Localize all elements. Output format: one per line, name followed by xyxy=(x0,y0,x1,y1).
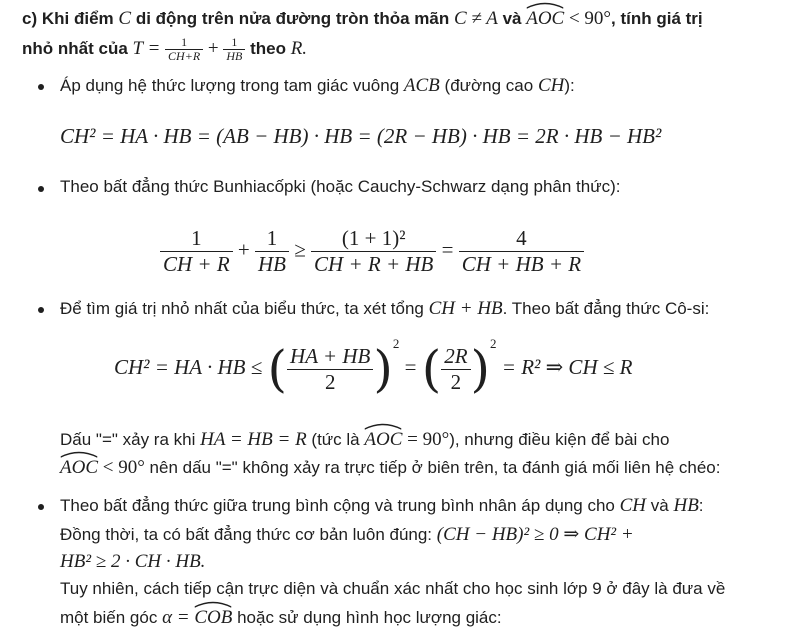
math-ch: CH xyxy=(537,75,565,96)
paren-open: ( xyxy=(267,340,288,398)
den: HB xyxy=(255,251,289,277)
fraction-1-over-ch-r xyxy=(165,36,203,63)
text: và xyxy=(650,496,669,515)
lhs: CH² = HA · HB ≤ xyxy=(114,354,263,379)
angle-text: AOC xyxy=(60,457,98,478)
math-R: R. xyxy=(290,37,308,59)
num: (1 + 1)² xyxy=(341,226,406,250)
angle-text: COB xyxy=(194,607,233,628)
bullet1-text xyxy=(60,75,575,97)
text: ), nhưng điều kiện để bài cho xyxy=(449,430,670,449)
text: Đồng thời, ta có bất đẳng thức cơ bản luôn đúng: xyxy=(60,525,433,544)
text: ): xyxy=(564,76,575,95)
bullet3-note-line1 xyxy=(60,429,669,451)
den: 2 xyxy=(441,369,470,395)
bullet-marker xyxy=(38,504,44,510)
math-90deg: = 90° xyxy=(407,429,450,450)
bullet4-line2 xyxy=(60,523,634,546)
op-plus: + xyxy=(237,237,250,262)
text: Để tìm giá trị nhỏ nhất của biểu thức, ta xét tổng xyxy=(60,299,424,318)
text: (tức là xyxy=(311,430,360,449)
header-text: Khi điểm xyxy=(41,9,114,28)
bullet4-line3: HB² ≥ 2 · CH · HB. xyxy=(60,551,206,572)
angle-aoc xyxy=(60,457,98,479)
den: CH + R xyxy=(160,251,233,277)
math-C: C xyxy=(118,8,132,29)
bullet-marker xyxy=(38,186,44,192)
num: 4 xyxy=(516,226,527,250)
frac-1-ch-r xyxy=(160,226,233,277)
num: 1 xyxy=(231,35,238,49)
text: . Theo bất đẳng thức Cô-si: xyxy=(502,299,710,318)
angle-cob xyxy=(194,607,232,629)
math-inequality: (CH − HB)² ≥ 0 ⇒ CH² + xyxy=(436,524,634,545)
text: Áp dụng hệ thức lượng trong tam giác vuông xyxy=(60,76,400,95)
question-header-line2 xyxy=(22,36,307,63)
paren-open: ( xyxy=(421,340,442,398)
paren-close: ) xyxy=(373,340,393,398)
math-ch-plus-hb: CH + HB xyxy=(428,298,503,319)
bullet4-line4: Tuy nhiên, cách tiếp cận trực diện và chuẩn xác nhất cho học sinh lớp 9 ở đây là đưa về xyxy=(60,579,726,598)
angle-text: AOC xyxy=(364,429,403,450)
header-text: theo xyxy=(250,38,286,58)
header-text: nhỏ nhất của xyxy=(22,38,128,58)
exponent: 2 xyxy=(490,335,497,351)
den: CH + R + HB xyxy=(311,251,436,277)
frac-4-over-total xyxy=(459,226,584,277)
bullet-marker xyxy=(38,307,44,313)
question-header-line1 xyxy=(22,8,703,30)
paren-close: ) xyxy=(470,340,491,398)
text: hoặc sử dụng hình học lượng giác: xyxy=(237,608,502,627)
equation-cosi xyxy=(114,335,633,398)
header-text: , tính giá trị xyxy=(611,9,703,28)
bullet2-text: Theo bất đẳng thức Bunhiacốpki (hoặc Cauchy-Schwarz dạng phân thức): xyxy=(60,177,621,196)
num: 1 xyxy=(266,226,278,250)
num: HA + HB xyxy=(290,343,371,368)
frac-2r-over-2 xyxy=(441,344,470,395)
num: 2R xyxy=(444,343,468,368)
text: nên dấu "=" không xảy ra trực tiếp ở biên trên, ta đánh giá mối liên hệ chéo: xyxy=(149,458,721,477)
op-plus: + xyxy=(207,37,219,59)
math-ch: CH xyxy=(619,495,647,516)
frac-ha-hb-over-2 xyxy=(287,344,373,395)
bullet4-line1 xyxy=(60,495,704,517)
op-eq: = xyxy=(404,354,417,379)
math-acb: ACB xyxy=(403,75,440,96)
frac-1-hb xyxy=(255,226,289,277)
num: 1 xyxy=(191,226,202,250)
den: CH + HB + R xyxy=(459,251,584,277)
math-ha-hb-r: HA = HB = R xyxy=(200,429,307,450)
math-lt90: < 90° xyxy=(102,457,145,478)
rhs: = R² ⇒ CH ≤ R xyxy=(501,354,633,379)
num: 1 xyxy=(181,35,188,49)
text: Theo bất đẳng thức giữa trung bình cộng và trung bình nhân áp dụng cho xyxy=(60,496,615,515)
angle-aoc xyxy=(364,429,402,451)
text: Dấu "=" xảy ra khi xyxy=(60,430,196,449)
den: 2 xyxy=(287,369,373,395)
fraction-1-over-hb xyxy=(223,36,245,63)
bullet3-note-line2 xyxy=(60,457,720,479)
bullet4-line5 xyxy=(60,607,502,629)
math-alpha: α = xyxy=(162,607,190,628)
math-T: T = xyxy=(132,37,161,59)
den: CH+R xyxy=(165,49,203,63)
equation-ch-squared: CH² = HA · HB = (AB − HB) · HB = (2R − HB) · HB = 2R · HB − HB² xyxy=(60,124,662,148)
text: : xyxy=(698,496,704,515)
op-eq: = xyxy=(441,237,454,262)
text: (đường cao xyxy=(444,76,534,95)
bullet-marker xyxy=(38,84,44,90)
op-ge: ≥ xyxy=(294,237,306,262)
bullet3-text xyxy=(60,298,709,320)
math-lt90: < 90° xyxy=(568,8,612,29)
part-label: c) xyxy=(22,9,38,28)
header-text: và xyxy=(502,9,522,28)
math-neq: C ≠ A xyxy=(453,8,498,29)
angle-text: AOC xyxy=(526,8,565,29)
exponent: 2 xyxy=(392,335,400,351)
text: một biến góc xyxy=(60,608,158,627)
equation-bunhiacopki xyxy=(160,226,584,277)
den: HB xyxy=(223,49,245,63)
angle-aoc xyxy=(526,8,564,30)
math-hb: HB xyxy=(673,495,699,516)
frac-4-over-sum xyxy=(311,226,436,277)
header-text: di động trên nửa đường tròn thỏa mãn xyxy=(135,9,450,28)
